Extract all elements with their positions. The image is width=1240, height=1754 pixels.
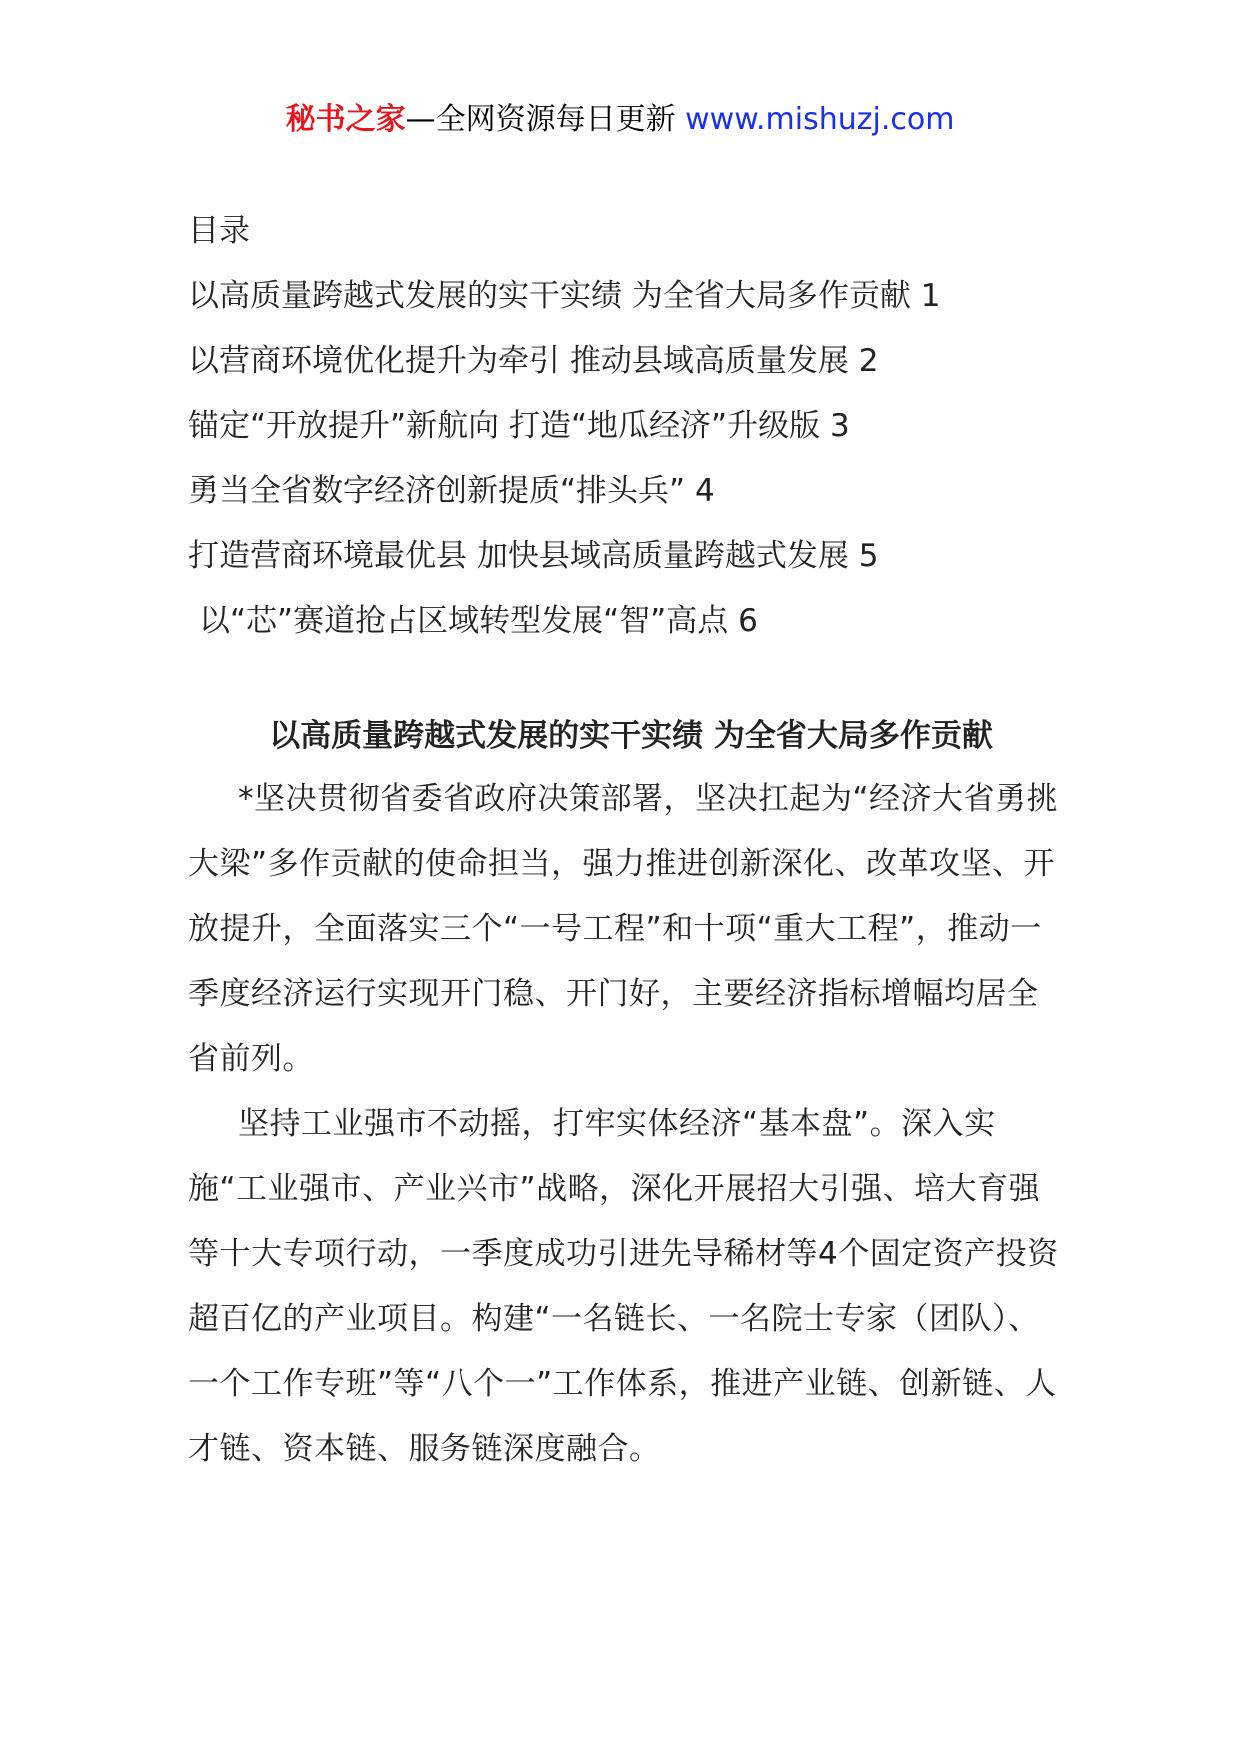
toc-item: 勇当全省数字经济创新提质“排头兵” 4 xyxy=(188,473,715,509)
toc-title: 目录 xyxy=(188,213,250,249)
site-url-link[interactable]: www.mishuzj.com xyxy=(685,102,955,137)
brand-name: 秘书之家 xyxy=(285,102,406,137)
document-body xyxy=(188,199,1068,1482)
site-header xyxy=(0,98,1240,142)
toc-item: 以营商环境优化提升为牵引 推动县域高质量发展 2 xyxy=(188,343,879,379)
article-paragraph: *坚决贯彻省委省政府决策部署，坚决扛起为“经济大省勇挑大梁”多作贡献的使命担当，强力推进创新深化、改革攻坚、开放提升，全面落实三个“一号工程”和十项“重大工程”，推动一季度经济运行实现开门稳、开门好，主要经济指标增幅均居全省前列。 xyxy=(188,781,1059,1077)
toc-item: 以高质量跨越式发展的实干实绩 为全省大局多作贡献 1 xyxy=(188,278,941,314)
toc-item: 以“芯”赛道抢占区域转型发展“智”高点 6 xyxy=(199,603,758,639)
toc-item: 锚定“开放提升”新航向 打造“地瓜经济”升级版 3 xyxy=(188,408,850,444)
article-paragraph: 坚持工业强市不动摇，打牢实体经济“基本盘”。深入实施“工业强市、产业兴市”战略，深化开展招大引强、培大育强等十大专项行动，一季度成功引进先导稀材等4个固定资产投资超百亿的产业项目。构建“一名链长、一名院士专家（团队）、一个工作专班”等“八个一”工作体系，推进产业链、创新链、人才链、资本链、服务链深度融合。 xyxy=(188,1106,1059,1467)
header-tagline: —全网资源每日更新 xyxy=(405,102,686,137)
article-title: 以高质量跨越式发展的实干实绩 为全省大局多作贡献 xyxy=(269,718,993,754)
toc-item: 打造营商环境最优县 加快县域高质量跨越式发展 5 xyxy=(188,538,879,574)
